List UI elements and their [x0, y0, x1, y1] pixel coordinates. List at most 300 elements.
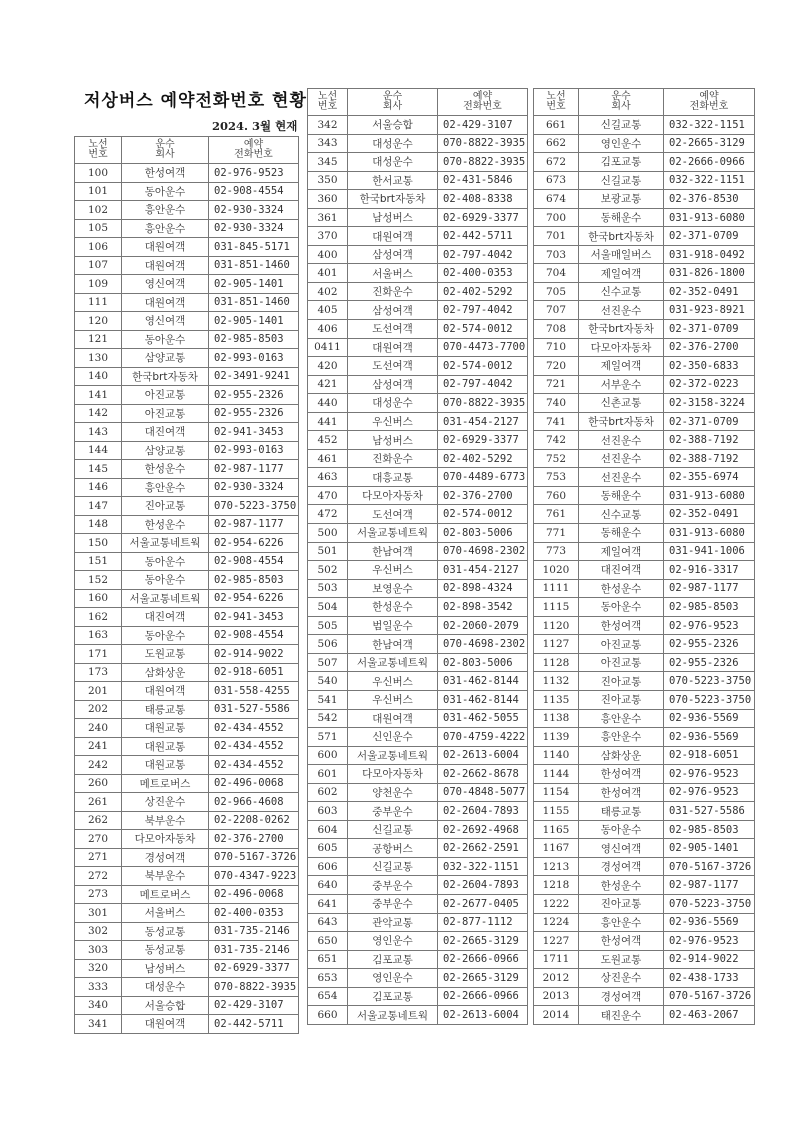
table-row — [534, 542, 755, 561]
company-cell: 진화운수 — [348, 449, 438, 468]
phone-cell: 02-941-3453 — [209, 608, 299, 627]
route-number-cell: 146 — [75, 478, 122, 497]
company-cell: 동해운수 — [579, 524, 664, 543]
company-cell: 삼양교통 — [122, 349, 209, 368]
company-cell: 선진운수 — [579, 449, 664, 468]
route-number-cell: 143 — [75, 423, 122, 442]
table-row — [534, 394, 755, 413]
phone-cell: 02-400-0353 — [438, 264, 528, 283]
phone-cell: 02-976-9523 — [664, 616, 755, 635]
phone-cell: 02-993-0163 — [209, 349, 299, 368]
route-number-cell: 147 — [75, 497, 122, 516]
table-row — [75, 978, 299, 997]
route-number-cell: 342 — [308, 116, 348, 135]
phone-cell: 02-930-3324 — [209, 219, 299, 238]
phone-cell: 02-376-2700 — [209, 830, 299, 849]
phone-cell: 031-918-0492 — [664, 245, 755, 264]
table-row — [308, 320, 528, 339]
table-row — [534, 894, 755, 913]
phone-cell: 02-371-0709 — [664, 320, 755, 339]
company-cell: 대원여객 — [122, 293, 209, 312]
route-number-cell: 340 — [75, 996, 122, 1015]
phone-cell: 031-527-5586 — [209, 700, 299, 719]
route-number-cell: 1115 — [534, 598, 579, 617]
company-cell: 진아교통 — [122, 497, 209, 516]
phone-cell: 02-2060-2079 — [438, 616, 528, 635]
company-cell: 우신버스 — [348, 561, 438, 580]
table-row — [308, 672, 528, 691]
route-number-cell: 130 — [75, 349, 122, 368]
company-cell: 삼화상운 — [122, 663, 209, 682]
phone-cell: 02-408-8338 — [438, 190, 528, 209]
company-cell: 도선여객 — [348, 320, 438, 339]
phone-cell: 031-913-6080 — [664, 486, 755, 505]
company-cell: 범일운수 — [348, 616, 438, 635]
company-cell: 삼화상운 — [579, 746, 664, 765]
company-cell: 다모아자동차 — [122, 830, 209, 849]
route-number-cell: 271 — [75, 848, 122, 867]
phone-cell: 02-936-5569 — [664, 728, 755, 747]
route-number-cell: 405 — [308, 301, 348, 320]
table-row — [534, 672, 755, 691]
route-number-cell: 704 — [534, 264, 579, 283]
table-row — [75, 700, 299, 719]
company-cell: 동아운수 — [122, 571, 209, 590]
company-cell: 남성버스 — [348, 208, 438, 227]
company-cell: 영신여객 — [579, 839, 664, 858]
phone-cell: 02-463-2067 — [664, 1006, 755, 1025]
company-cell: 서울승합 — [348, 116, 438, 135]
company-cell: 경성여객 — [122, 848, 209, 867]
company-cell: 대원여객 — [348, 227, 438, 246]
company-cell: 대진여객 — [579, 561, 664, 580]
table-row — [75, 867, 299, 886]
table-row — [75, 478, 299, 497]
table-row — [308, 765, 528, 784]
table-row — [75, 349, 299, 368]
company-cell: 남성버스 — [122, 959, 209, 978]
table-row — [308, 950, 528, 969]
route-number-cell: 303 — [75, 941, 122, 960]
phone-cell: 070-5167-3726 — [664, 857, 755, 876]
table-row — [75, 830, 299, 849]
table-row — [308, 375, 528, 394]
phone-cell: 02-352-0491 — [664, 505, 755, 524]
phone-cell: 02-905-1401 — [209, 312, 299, 331]
company-cell: 대원여객 — [122, 682, 209, 701]
route-number-cell: 640 — [308, 876, 348, 895]
table-row — [534, 690, 755, 709]
table-row — [308, 820, 528, 839]
route-number-cell: 100 — [75, 164, 122, 183]
phone-cell: 02-936-5569 — [664, 709, 755, 728]
table-row — [308, 932, 528, 951]
phone-cell: 031-851-1460 — [209, 293, 299, 312]
phone-cell: 02-6929-3377 — [438, 208, 528, 227]
company-cell: 영신여객 — [122, 275, 209, 294]
table-row — [75, 552, 299, 571]
route-number-cell: 741 — [534, 412, 579, 431]
table-row — [75, 848, 299, 867]
phone-cell: 031-462-8144 — [438, 690, 528, 709]
route-number-cell: 500 — [308, 524, 348, 543]
company-cell: 삼성여객 — [348, 245, 438, 264]
company-cell: 대원여객 — [122, 1015, 209, 1034]
phone-cell: 02-955-2326 — [664, 653, 755, 672]
route-number-cell: 1213 — [534, 857, 579, 876]
table-row — [308, 1006, 528, 1025]
phone-cell: 02-434-4552 — [209, 737, 299, 756]
route-number-cell: 1167 — [534, 839, 579, 858]
phone-cell: 02-803-5006 — [438, 653, 528, 672]
table-row — [308, 449, 528, 468]
table-row — [75, 256, 299, 275]
company-cell: 동아운수 — [579, 598, 664, 617]
route-number-cell: 541 — [308, 690, 348, 709]
route-number-cell: 700 — [534, 208, 579, 227]
route-number-cell: 2012 — [534, 969, 579, 988]
phone-cell: 02-431-5846 — [438, 171, 528, 190]
route-number-cell: 708 — [534, 320, 579, 339]
table-row — [75, 756, 299, 775]
table-row — [534, 468, 755, 487]
phone-cell: 02-976-9523 — [209, 164, 299, 183]
phone-cell: 02-930-3324 — [209, 201, 299, 220]
table-row — [308, 190, 528, 209]
company-cell: 동아운수 — [122, 552, 209, 571]
phone-cell: 02-434-4552 — [209, 719, 299, 738]
route-number-cell: 151 — [75, 552, 122, 571]
phone-cell: 02-2677-0405 — [438, 894, 528, 913]
route-number-cell: 643 — [308, 913, 348, 932]
route-number-cell: 141 — [75, 386, 122, 405]
route-number-cell: 773 — [534, 542, 579, 561]
company-cell: 양천운수 — [348, 783, 438, 802]
table-row — [534, 709, 755, 728]
route-number-cell: 202 — [75, 700, 122, 719]
table-row — [308, 598, 528, 617]
table-row — [75, 774, 299, 793]
route-number-cell: 452 — [308, 431, 348, 450]
table-row — [75, 626, 299, 645]
company-cell: 한성여객 — [579, 765, 664, 784]
table-row — [75, 238, 299, 257]
route-number-cell: 1218 — [534, 876, 579, 895]
company-cell: 한국brt자동차 — [579, 320, 664, 339]
route-number-cell: 761 — [534, 505, 579, 524]
phone-cell: 02-916-3317 — [664, 561, 755, 580]
route-number-cell: 650 — [308, 932, 348, 951]
table-row — [308, 338, 528, 357]
page-title: 저상버스 예약전화번호 현황 — [84, 91, 307, 111]
table-row — [75, 941, 299, 960]
table-row — [308, 116, 528, 135]
route-number-cell: 402 — [308, 282, 348, 301]
table-row — [308, 264, 528, 283]
route-number-cell: 242 — [75, 756, 122, 775]
route-number-cell: 2013 — [534, 987, 579, 1006]
phone-cell: 02-350-6833 — [664, 357, 755, 376]
phone-cell: 031-941-1006 — [664, 542, 755, 561]
table-row — [75, 386, 299, 405]
table-row — [75, 182, 299, 201]
company-cell: 서울교통네트웍 — [122, 589, 209, 608]
route-number-cell: 361 — [308, 208, 348, 227]
table-row — [75, 423, 299, 442]
phone-cell: 02-2666-0966 — [664, 153, 755, 172]
table-row — [308, 635, 528, 654]
company-cell: 한서교통 — [348, 171, 438, 190]
company-cell: 신길교통 — [579, 171, 664, 190]
company-cell: 아진교통 — [579, 635, 664, 654]
phone-cell: 031-462-5055 — [438, 709, 528, 728]
table-row — [308, 969, 528, 988]
phone-cell: 02-2666-0966 — [438, 987, 528, 1006]
phone-cell: 070-4698-2302 — [438, 635, 528, 654]
route-number-cell: 720 — [534, 357, 579, 376]
route-number-cell: 111 — [75, 293, 122, 312]
route-number-cell: 0411 — [308, 338, 348, 357]
company-cell: 신촌교통 — [579, 394, 664, 413]
phone-cell: 02-6929-3377 — [209, 959, 299, 978]
phone-cell: 02-2665-3129 — [438, 932, 528, 951]
route-number-cell: 162 — [75, 608, 122, 627]
route-number-cell: 152 — [75, 571, 122, 590]
company-cell: 대원여객 — [348, 338, 438, 357]
route-number-cell: 1120 — [534, 616, 579, 635]
company-cell: 메트로버스 — [122, 774, 209, 793]
company-cell: 보광교통 — [579, 190, 664, 209]
table-row — [308, 783, 528, 802]
phone-cell: 02-905-1401 — [209, 275, 299, 294]
table-row — [75, 959, 299, 978]
route-number-cell: 101 — [75, 182, 122, 201]
company-cell: 서울버스 — [348, 264, 438, 283]
phone-cell: 02-985-8503 — [209, 571, 299, 590]
company-cell: 한성여객 — [579, 783, 664, 802]
route-number-cell: 140 — [75, 367, 122, 386]
phone-cell: 02-2692-4968 — [438, 820, 528, 839]
company-cell: 대성운수 — [348, 394, 438, 413]
route-number-cell: 1222 — [534, 894, 579, 913]
table-row — [75, 571, 299, 590]
route-number-cell: 571 — [308, 728, 348, 747]
phone-cell: 031-845-5171 — [209, 238, 299, 257]
route-number-cell: 261 — [75, 793, 122, 812]
table-row — [534, 208, 755, 227]
company-cell: 한국brt자동차 — [579, 412, 664, 431]
table-row — [308, 728, 528, 747]
company-cell: 신수교통 — [579, 505, 664, 524]
route-number-cell: 400 — [308, 245, 348, 264]
phone-cell: 02-402-5292 — [438, 449, 528, 468]
route-number-cell: 341 — [75, 1015, 122, 1034]
company-cell: 서울버스 — [122, 904, 209, 923]
route-number-cell: 703 — [534, 245, 579, 264]
phone-cell: 02-918-6051 — [664, 746, 755, 765]
route-number-cell: 1138 — [534, 709, 579, 728]
route-number-cell: 301 — [75, 904, 122, 923]
company-cell: 서울교통네트웍 — [348, 1006, 438, 1025]
phone-cell: 02-574-0012 — [438, 505, 528, 524]
route-number-cell: 1135 — [534, 690, 579, 709]
phone-cell: 02-496-0068 — [209, 774, 299, 793]
phone-cell: 02-372-0223 — [664, 375, 755, 394]
company-cell: 태릉교통 — [122, 700, 209, 719]
route-number-cell: 105 — [75, 219, 122, 238]
phone-cell: 02-352-0491 — [664, 282, 755, 301]
table-row — [75, 645, 299, 664]
company-cell: 동해운수 — [579, 486, 664, 505]
phone-cell: 070-4347-9223 — [209, 867, 299, 886]
route-number-cell: 673 — [534, 171, 579, 190]
table-row — [308, 208, 528, 227]
company-cell: 경성여객 — [579, 857, 664, 876]
route-number-cell: 163 — [75, 626, 122, 645]
phone-cell: 02-941-3453 — [209, 423, 299, 442]
reservation-table-3 — [533, 88, 755, 1025]
table-row — [75, 201, 299, 220]
company-cell: 동성교통 — [122, 941, 209, 960]
route-number-cell: 601 — [308, 765, 348, 784]
company-cell: 김포교통 — [579, 153, 664, 172]
phone-cell: 031-913-6080 — [664, 208, 755, 227]
route-number-cell: 721 — [534, 375, 579, 394]
phone-cell: 02-985-8503 — [664, 598, 755, 617]
phone-cell: 02-429-3107 — [209, 996, 299, 1015]
table-row — [534, 245, 755, 264]
route-number-cell: 707 — [534, 301, 579, 320]
table-row — [534, 282, 755, 301]
company-cell: 한성운수 — [579, 579, 664, 598]
table-row — [308, 913, 528, 932]
route-number-cell: 641 — [308, 894, 348, 913]
phone-cell: 02-388-7192 — [664, 431, 755, 450]
route-number-cell: 740 — [534, 394, 579, 413]
phone-cell: 070-5167-3726 — [664, 987, 755, 1006]
table-row — [534, 561, 755, 580]
route-number-cell: 1711 — [534, 950, 579, 969]
company-cell: 상진운수 — [579, 969, 664, 988]
table-row — [75, 737, 299, 756]
table-row — [534, 116, 755, 135]
phone-cell: 031-454-2127 — [438, 561, 528, 580]
route-number-cell: 506 — [308, 635, 348, 654]
phone-cell: 031-851-1460 — [209, 256, 299, 275]
table-row — [534, 264, 755, 283]
phone-cell: 02-905-1401 — [664, 839, 755, 858]
table-row — [75, 885, 299, 904]
table-row — [308, 357, 528, 376]
company-cell: 제일여객 — [579, 542, 664, 561]
company-cell: 대진여객 — [122, 423, 209, 442]
company-cell: 한성운수 — [348, 598, 438, 617]
company-cell: 영인운수 — [348, 932, 438, 951]
phone-cell: 02-371-0709 — [664, 412, 755, 431]
phone-cell: 02-908-4554 — [209, 552, 299, 571]
phone-cell: 02-908-4554 — [209, 182, 299, 201]
company-cell: 동성교통 — [122, 922, 209, 941]
table-row — [75, 904, 299, 923]
phone-cell: 070-5223-3750 — [209, 497, 299, 516]
table-row — [308, 505, 528, 524]
table-row — [308, 653, 528, 672]
company-cell: 아진교통 — [122, 386, 209, 405]
table-row — [534, 616, 755, 635]
table-row — [308, 746, 528, 765]
route-number-cell: 1154 — [534, 783, 579, 802]
table-row — [534, 635, 755, 654]
table-row — [75, 312, 299, 331]
phone-cell: 02-955-2326 — [664, 635, 755, 654]
company-cell: 한성운수 — [122, 460, 209, 479]
route-number-cell: 440 — [308, 394, 348, 413]
company-cell: 대진여객 — [122, 608, 209, 627]
table-row — [75, 367, 299, 386]
company-cell: 상진운수 — [122, 793, 209, 812]
route-number-cell: 472 — [308, 505, 348, 524]
phone-cell: 02-438-1733 — [664, 969, 755, 988]
table-row — [75, 497, 299, 516]
company-cell: 진아교통 — [579, 672, 664, 691]
route-number-cell: 604 — [308, 820, 348, 839]
phone-cell: 02-987-1177 — [209, 460, 299, 479]
route-number-cell: 343 — [308, 134, 348, 153]
route-number-cell: 160 — [75, 589, 122, 608]
phone-cell: 02-987-1177 — [664, 876, 755, 895]
route-number-cell: 470 — [308, 486, 348, 505]
phone-cell: 070-8822-3935 — [209, 978, 299, 997]
company-cell: 도선여객 — [348, 357, 438, 376]
company-cell: 신길교통 — [579, 116, 664, 135]
table-row — [308, 690, 528, 709]
route-number-cell: 1144 — [534, 765, 579, 784]
company-cell: 진아교통 — [579, 894, 664, 913]
company-cell: 태릉교통 — [579, 802, 664, 821]
table-row — [308, 894, 528, 913]
table-row — [308, 394, 528, 413]
phone-cell: 02-954-6226 — [209, 534, 299, 553]
table-row — [534, 338, 755, 357]
route-number-cell: 420 — [308, 357, 348, 376]
company-cell: 메트로버스 — [122, 885, 209, 904]
table-row — [534, 820, 755, 839]
route-number-cell: 771 — [534, 524, 579, 543]
company-cell: 동해운수 — [579, 208, 664, 227]
company-cell: 대원교통 — [122, 737, 209, 756]
route-number-cell: 1140 — [534, 746, 579, 765]
phone-cell: 02-6929-3377 — [438, 431, 528, 450]
phone-cell: 02-574-0012 — [438, 320, 528, 339]
company-cell: 영인운수 — [348, 969, 438, 988]
table-row — [75, 460, 299, 479]
company-cell: 다모아자동차 — [348, 765, 438, 784]
company-cell: 한남여객 — [348, 542, 438, 561]
route-number-cell: 370 — [308, 227, 348, 246]
table-row — [308, 431, 528, 450]
company-cell: 한성여객 — [122, 164, 209, 183]
phone-cell: 02-918-6051 — [209, 663, 299, 682]
route-header: 노선 번호 — [308, 89, 348, 116]
route-number-cell: 753 — [534, 468, 579, 487]
phone-header: 예약 전화번호 — [209, 137, 299, 164]
phone-cell: 070-4698-2302 — [438, 542, 528, 561]
phone-cell: 02-2604-7893 — [438, 802, 528, 821]
route-number-cell: 653 — [308, 969, 348, 988]
company-cell: 선진운수 — [579, 301, 664, 320]
route-number-cell: 360 — [308, 190, 348, 209]
table-row — [534, 653, 755, 672]
